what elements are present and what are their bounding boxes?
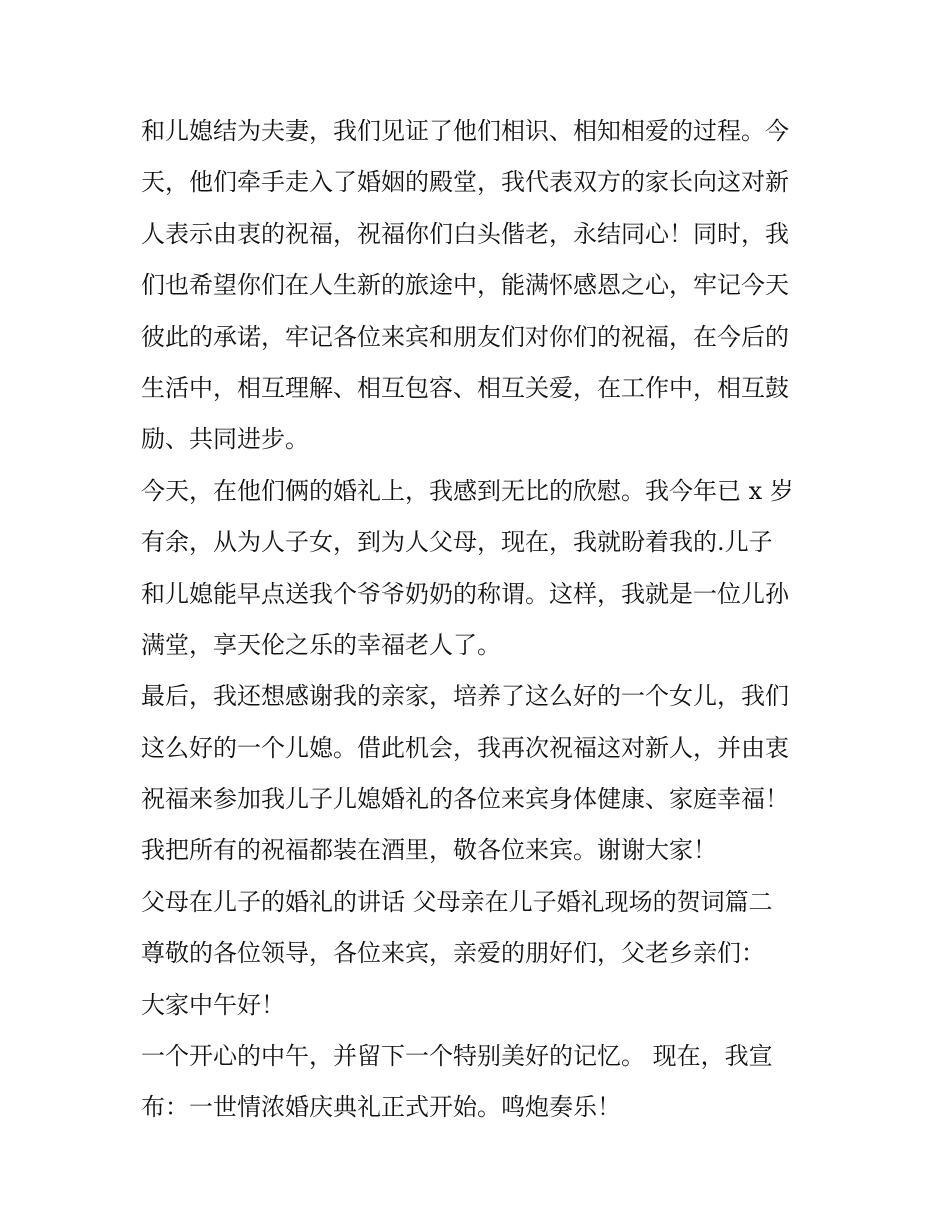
text-line: 最后，我还想感谢我的亲家，培养了这么好的一个女儿，我们 (141, 682, 789, 711)
text-line: 这么好的一个儿媳。借此机会，我再次祝福这对新人，并由衷 (141, 733, 789, 762)
text-line: 人表示由衷的祝福，祝福你们白头偕老，永结同心！同时，我 (141, 219, 789, 248)
text-line: 天，他们牵手走入了婚姻的殿堂，我代表双方的家长向这对新 (141, 168, 789, 197)
text-line: 满堂，享天伦之乐的幸福老人了。 (141, 630, 501, 659)
text-line: 和儿媳结为夫妻，我们见证了他们相识、相知相爱的过程。今 (141, 117, 789, 145)
text-line: 尊敬的各位领导，各位来宾，亲爱的朋好们，父老乡亲们： (141, 939, 765, 968)
text-line: 和儿媳能早点送我个爷爷奶奶的称谓。这样，我就是一位儿孙 (141, 579, 789, 608)
text-line: 父母在儿子的婚礼的讲话 父母亲在儿子婚礼现场的贺词篇二 (141, 887, 773, 916)
text-line: 们也希望你们在人生新的旅途中，能满怀感恩之心，牢记今天 (141, 271, 789, 300)
text-line: 生活中，相互理解、相互包容、相互关爱，在工作中，相互鼓 (141, 373, 789, 402)
text-line: 励、共同进步。 (141, 425, 309, 454)
text-line: 祝福来参加我儿子儿媳婚礼的各位来宾身体健康、家庭幸福！ (141, 785, 789, 814)
text-line: 彼此的承诺，牢记各位来宾和朋友们对你们的祝福，在今后的 (141, 322, 789, 351)
text-line: 有余，从为人子女，到为人父母，现在，我就盼着我的.儿子 (141, 528, 773, 557)
text-line: 我把所有的祝福都装在酒里，敬各位来宾。谢谢大家！ (141, 836, 717, 865)
text-line: 一个开心的中午，并留下一个特别美好的记忆。 现在，我宣 (141, 1042, 773, 1071)
text-line: 今天，在他们俩的婚礼上，我感到无比的欣慰。我今年已 x 岁 (141, 476, 794, 505)
text-line: 布：一世情浓婚庆典礼正式开始。鸣炮奏乐！ (141, 1093, 621, 1122)
text-line: 大家中午好！ (141, 990, 285, 1019)
body-text (141, 106, 821, 1134)
